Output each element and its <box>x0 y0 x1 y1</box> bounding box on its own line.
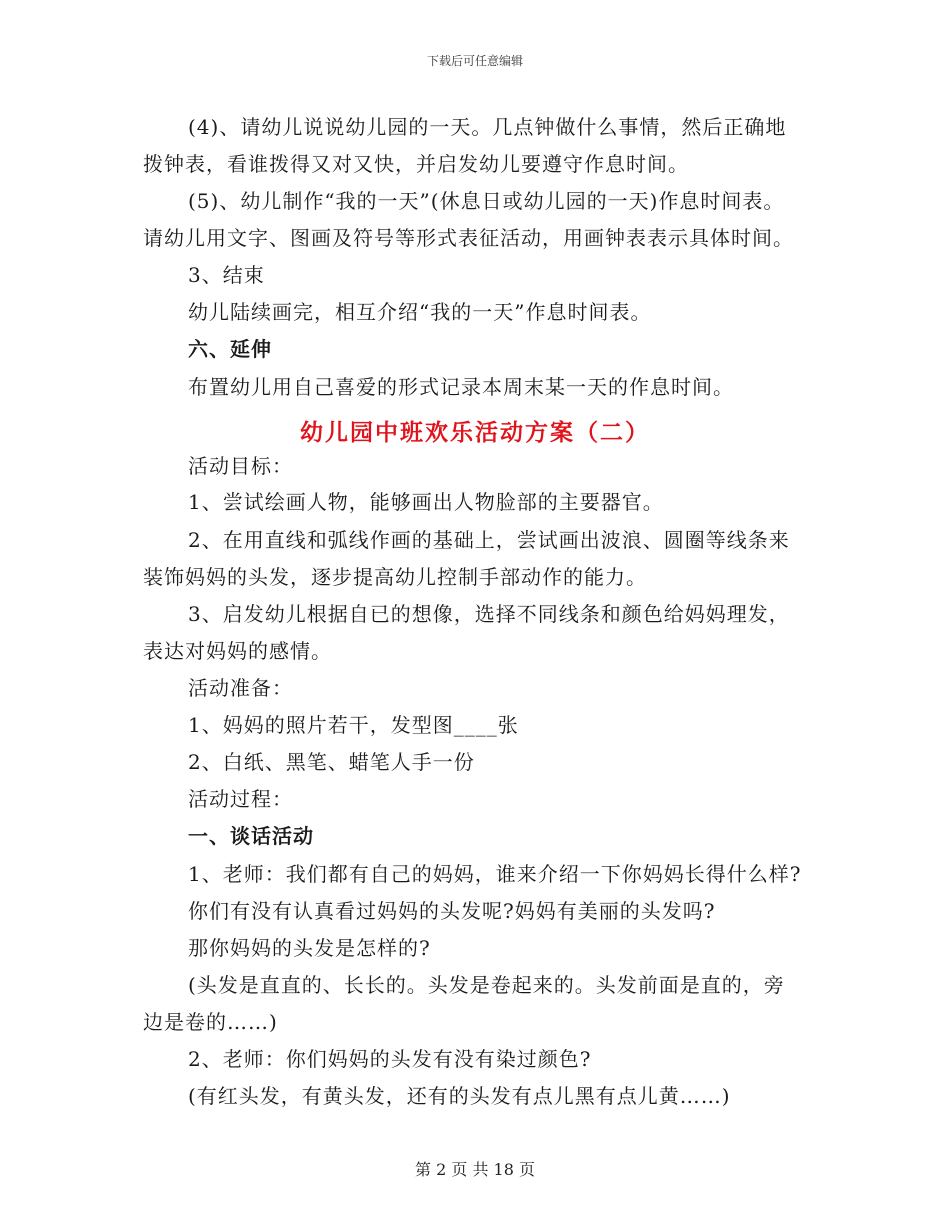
page-header: 下载后可任意编辑 <box>426 54 523 68</box>
section-heading: 一、谈话活动 <box>188 824 314 848</box>
body-line: 你们有没有认真看过妈妈的头发呢?妈妈有美丽的头发吗? <box>188 899 716 923</box>
body-line: 活动目标： <box>188 454 293 478</box>
body-line: 2、老师：你们妈妈的头发有没有染过颜色? <box>188 1047 592 1071</box>
section-title: 幼儿园中班欢乐活动方案（二） <box>300 419 650 446</box>
body-line: 活动过程： <box>188 787 293 811</box>
body-line: 边是卷的……) <box>143 1010 278 1034</box>
body-line: (5)、幼儿制作“我的一天”(休息日或幼儿园的一天)作息时间表。 <box>188 189 785 213</box>
body-line: 1、老师：我们都有自己的妈妈，谁来介绍一下你妈妈长得什么样? <box>188 862 802 886</box>
body-line: 布置幼儿用自己喜爱的形式记录本周末某一天的作息时间。 <box>188 375 734 399</box>
body-line: (4)、请幼儿说说幼儿园的一天。几点钟做什么事情，然后正确地 <box>188 115 787 139</box>
body-line: (头发是直直的、长长的。头发是卷起来的。头发前面是直的，旁 <box>188 973 785 997</box>
body-line: 请幼儿用文字、图画及符号等形式表征活动，用画钟表表示具体时间。 <box>143 226 794 250</box>
body-line: 活动准备： <box>188 676 293 700</box>
body-line: 表达对妈妈的感情。 <box>143 639 332 663</box>
body-line: 3、结束 <box>188 263 265 287</box>
section-heading: 六、延伸 <box>188 337 272 361</box>
body-line: 1、妈妈的照片若干，发型图____张 <box>188 713 519 737</box>
body-line: 2、白纸、黑笔、蜡笔人手一份 <box>188 750 475 774</box>
body-line: 幼儿陆续画完，相互介绍“我的一天”作息时间表。 <box>188 300 652 324</box>
body-line: 3、启发幼儿根据自已的想像，选择不同线条和颜色给妈妈理发， <box>188 602 790 626</box>
body-line: 装饰妈妈的头发，逐步提高幼儿控制手部动作的能力。 <box>143 565 647 589</box>
body-line: 1、尝试绘画人物，能够画出人物脸部的主要器官。 <box>188 490 664 514</box>
body-line: 2、在用直线和弧线作画的基础上，尝试画出波浪、圆圈等线条来 <box>188 528 790 552</box>
body-line: (有红头发，有黄头发，还有的头发有点儿黑有点儿黄……) <box>188 1084 731 1108</box>
body-line: 拨钟表，看谁拨得又对又快，并启发幼儿要遵守作息时间。 <box>143 152 689 176</box>
body-line: 那你妈妈的头发是怎样的? <box>188 936 431 960</box>
page-footer: 第 2 页 共 18 页 <box>415 1160 535 1179</box>
